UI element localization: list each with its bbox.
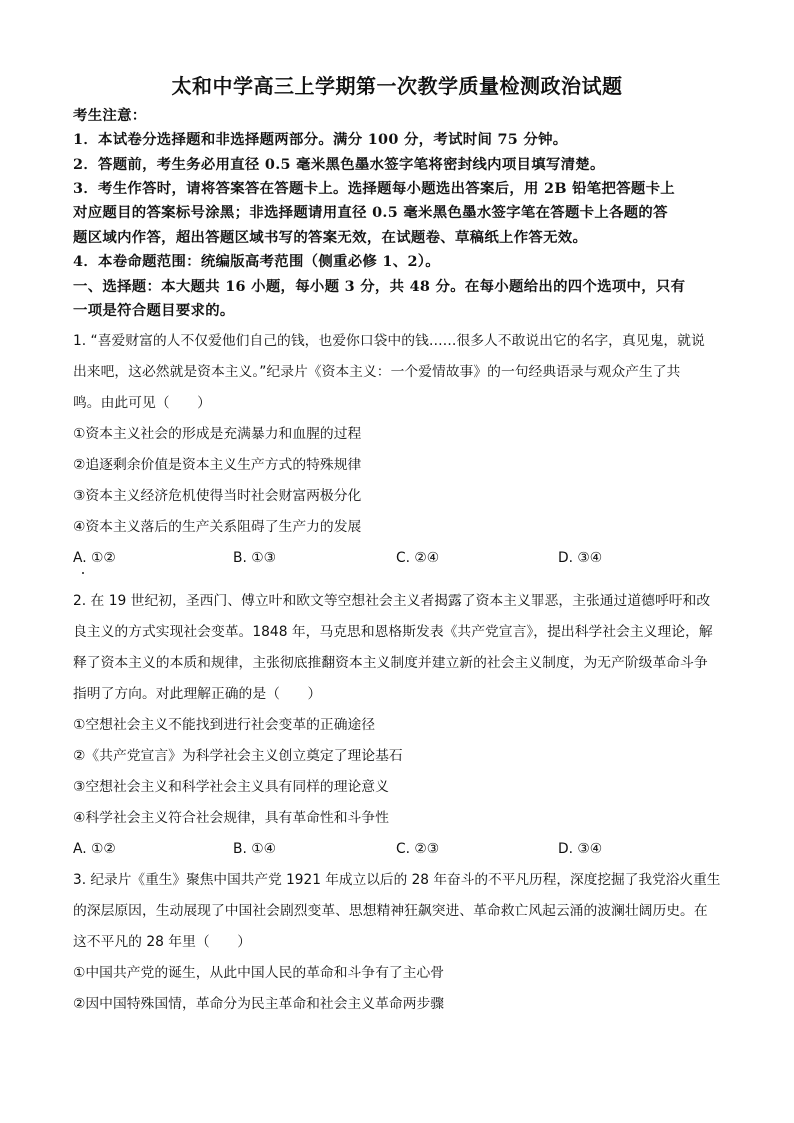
notice-heading: 考生注意： — [73, 107, 147, 124]
notice-item-4: 4．本卷命题范围：统编版高考范围（侧重必修 1、2）。 — [73, 253, 440, 270]
q2-option-d: D. ③④ — [558, 841, 603, 857]
q1-statement: ①资本主义社会的形成是充满暴力和血腥的过程 — [73, 426, 362, 442]
section-heading: 一、选择题：本大题共 16 小题，每小题 3 分，共 48 分。在每小题给出的四个选项中，只有 — [73, 278, 686, 295]
notice-item-3: 3．考生作答时，请将答案答在答题卡上。选择题每小题选出答案后，用 2B 铅笔把答题卡上 — [73, 180, 675, 197]
notice-item-3-cont-2: 题区域内作答，超出答题区域书写的答案无效，在试题卷、草稿纸上作答无效。 — [73, 229, 588, 246]
q2-option-c: C. ②③ — [396, 841, 440, 857]
q1-stem-line: 1. “喜爱财富的人不仅爱他们自己的钱，也爱你口袋中的钱……很多人不敢说出它的名字，真见鬼，就说 — [73, 333, 705, 349]
q2-statement: ①空想社会主义不能找到进行社会变革的正确途径 — [73, 717, 376, 733]
q1-statement: ④资本主义落后的生产关系阻碍了生产力的发展 — [73, 519, 362, 535]
q1-stem-line: 鸣。由此可见（ ） — [73, 395, 211, 411]
q3-stem-line: 这不平凡的 28 年里（ ） — [73, 934, 252, 950]
q1-option-a: A. ①② — [73, 550, 116, 566]
q1-statement: ③资本主义经济危机使得当时社会财富两极分化 — [73, 488, 362, 504]
q2-stem-line: 指明了方向。对此理解正确的是（ ） — [73, 686, 322, 702]
q3-statement: ①中国共产党的诞生，从此中国人民的革命和斗争有了主心骨 — [73, 965, 445, 981]
q1-option-d: D. ③④ — [558, 550, 603, 566]
q2-option-b: B. ①④ — [233, 841, 276, 857]
q2-statement: ③空想社会主义和科学社会主义具有同样的理论意义 — [73, 779, 389, 795]
notice-item-3-cont-1: 对应题目的答案标号涂黑；非选择题请用直径 0.5 毫米黑色墨水签字笔在答题卡上各题的答 — [73, 204, 668, 221]
q1-statement: ②追逐剩余价值是资本主义生产方式的特殊规律 — [73, 457, 362, 473]
notice-item-1: 1．本试卷分选择题和非选择题两部分。满分 100 分，考试时间 75 分钟。 — [73, 131, 568, 148]
q1-stem-line: 出来吧，这必然就是资本主义。”纪录片《资本主义：一个爱情故事》的一句经典语录与观众产生了共 — [73, 364, 681, 380]
q2-stem-line: 良主义的方式实现社会变革。1848 年，马克思和恩格斯发表《共产党宣言》，提出科学社会主义理论，解 — [73, 624, 713, 640]
q2-statement: ④科学社会主义符合社会规律，具有革命性和斗争性 — [73, 810, 389, 826]
q2-stem-line: 释了资本主义的本质和规律，主张彻底推翻资本主义制度并建立新的社会主义制度，为无产阶级革命斗争 — [73, 655, 708, 671]
stray-dot-mark — [82, 572, 84, 574]
q2-option-a: A. ①② — [73, 841, 116, 857]
notice-item-2: 2．答题前，考生务必用直径 0.5 毫米黑色墨水签字笔将密封线内项目填写清楚。 — [73, 156, 605, 173]
q1-option-c: C. ②④ — [396, 550, 440, 566]
page-title: 太和中学高三上学期第一次教学质量检测政治试题 — [171, 74, 623, 98]
q1-option-b: B. ①③ — [233, 550, 276, 566]
section-heading-cont: 一项是符合题目要求的。 — [73, 302, 235, 319]
q3-stem-line: 3. 纪录片《重生》聚焦中国共产党 1921 年成立以后的 28 年奋斗的不平凡历程，深度挖掘了我党浴火重生 — [73, 872, 721, 888]
q2-statement: ②《共产党宣言》为科学社会主义创立奠定了理论基石 — [73, 748, 403, 764]
q2-stem-line: 2. 在 19 世纪初，圣西门、傅立叶和欧文等空想社会主义者揭露了资本主义罪恶，主张通过道德呼吁和改 — [73, 593, 711, 609]
q3-stem-line: 的深层原因，生动展现了中国社会剧烈变革、思想精神狂飙突进、革命救亡风起云涌的波澜壮阔历史。在 — [73, 903, 708, 919]
q3-statement: ②因中国特殊国情，革命分为民主革命和社会主义革命两步骤 — [73, 996, 445, 1012]
